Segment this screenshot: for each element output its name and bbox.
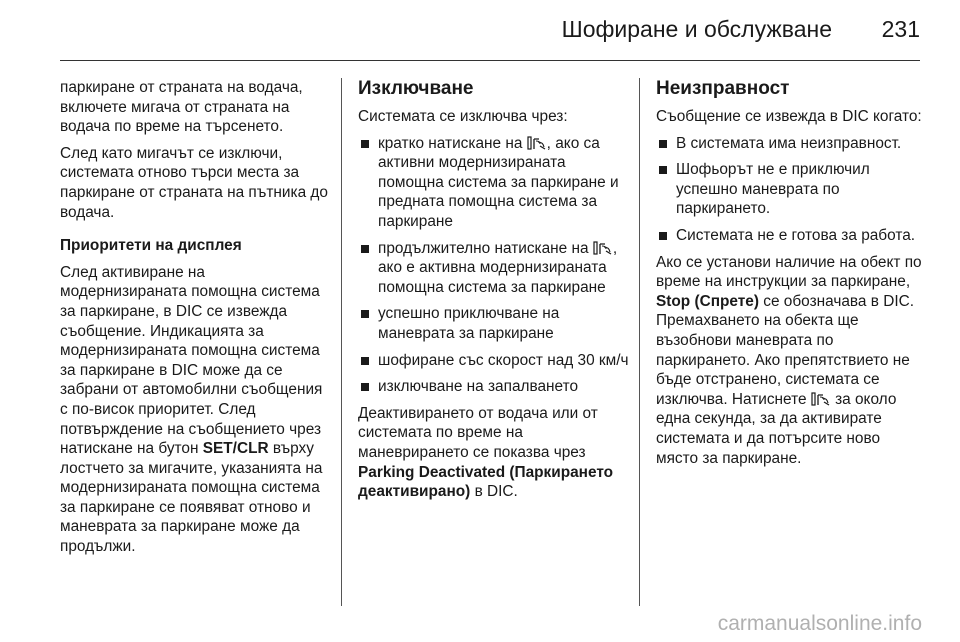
paragraph: Ако се установи наличие на обект по време на инструкции за паркиране, Stop (Спрете) се обозначава в DIC. Премахването на обекта ще възобнови маневрата по паркирането. Ако препятствието не бъде отстранено, системата се изключва. Натиснете за около една секунда, за да активирате системата и да потърсите ново място за паркиране. (656, 253, 922, 467)
list-item: успешно приключване на маневрата за паркиране (358, 304, 634, 343)
paragraph: След активиране на модернизираната помощна система за паркиране, в DIC се извежда съобщение. Индикацията за модернизираната помощна система за паркиране в DIC може да се забрани от автомобилни съобщения с по-висок приоритет. След потвърждение на съобщението чрез натискане на бутон SET/CLR върху лостчето за мигачите, указанията на модернизираната помощна система за паркиране се появяват отново и маневрата за паркиране може да продължи. (60, 263, 323, 556)
paragraph: Системата се изключва чрез: (358, 108, 568, 125)
list-item: изключване на запалването (358, 377, 634, 397)
column-1 (60, 78, 332, 564)
dic-message: Stop (Спрете) (656, 292, 759, 310)
section-heading: Изключване (358, 78, 474, 99)
section-heading: Неизправност (656, 78, 790, 99)
parking-assist-icon (811, 392, 831, 406)
list-item: продължително натискане на , ако е активна модернизираната помощна система за паркиране (358, 239, 634, 298)
column-2 (358, 78, 634, 509)
bullet-list (656, 134, 924, 246)
list-item: Системата не е готова за работа. (656, 226, 924, 246)
watermark: carmanualsonline.info (717, 612, 922, 635)
paragraph: Съобщение се извежда в DIC когато: (656, 108, 922, 125)
parking-assist-icon (593, 241, 613, 255)
page-number: 231 (881, 16, 920, 42)
header-rule (60, 60, 920, 61)
parking-assist-icon (527, 136, 547, 150)
paragraph: След като мигачът се изключи, системата отново търси места за паркиране от страната на пътника до водача. (60, 144, 328, 221)
list-item: Шофьорът не е приключил успешно маневрата по паркирането. (656, 160, 924, 219)
button-name: SET/CLR (202, 440, 269, 458)
page-header (0, 0, 960, 62)
column-divider (341, 78, 342, 606)
column-3 (656, 78, 924, 475)
paragraph: Деактивирането от водача или от системата по време на маневрирането се показва чрез Parking Deactivated (Паркирането деактивирано) в DIC. (358, 404, 614, 501)
list-item: В системата има неизправност. (656, 134, 924, 154)
bullet-list (358, 134, 634, 397)
list-item: шофиране със скорост над 30 км/ч (358, 351, 634, 371)
column-divider (639, 78, 640, 606)
section-heading: Приоритети на дисплея (60, 237, 242, 255)
header-title: Шофиране и обслужване (561, 16, 832, 42)
list-item: кратко натискане на , ако са активни модернизираната помощна система за паркиране и предната помощна система за паркиране (358, 134, 634, 232)
dic-message: Parking Deactivated (Паркирането деактивирано) (358, 463, 614, 501)
paragraph: паркиране от страната на водача, включете мигача от страната на водача по време на търсенето. (60, 79, 303, 136)
